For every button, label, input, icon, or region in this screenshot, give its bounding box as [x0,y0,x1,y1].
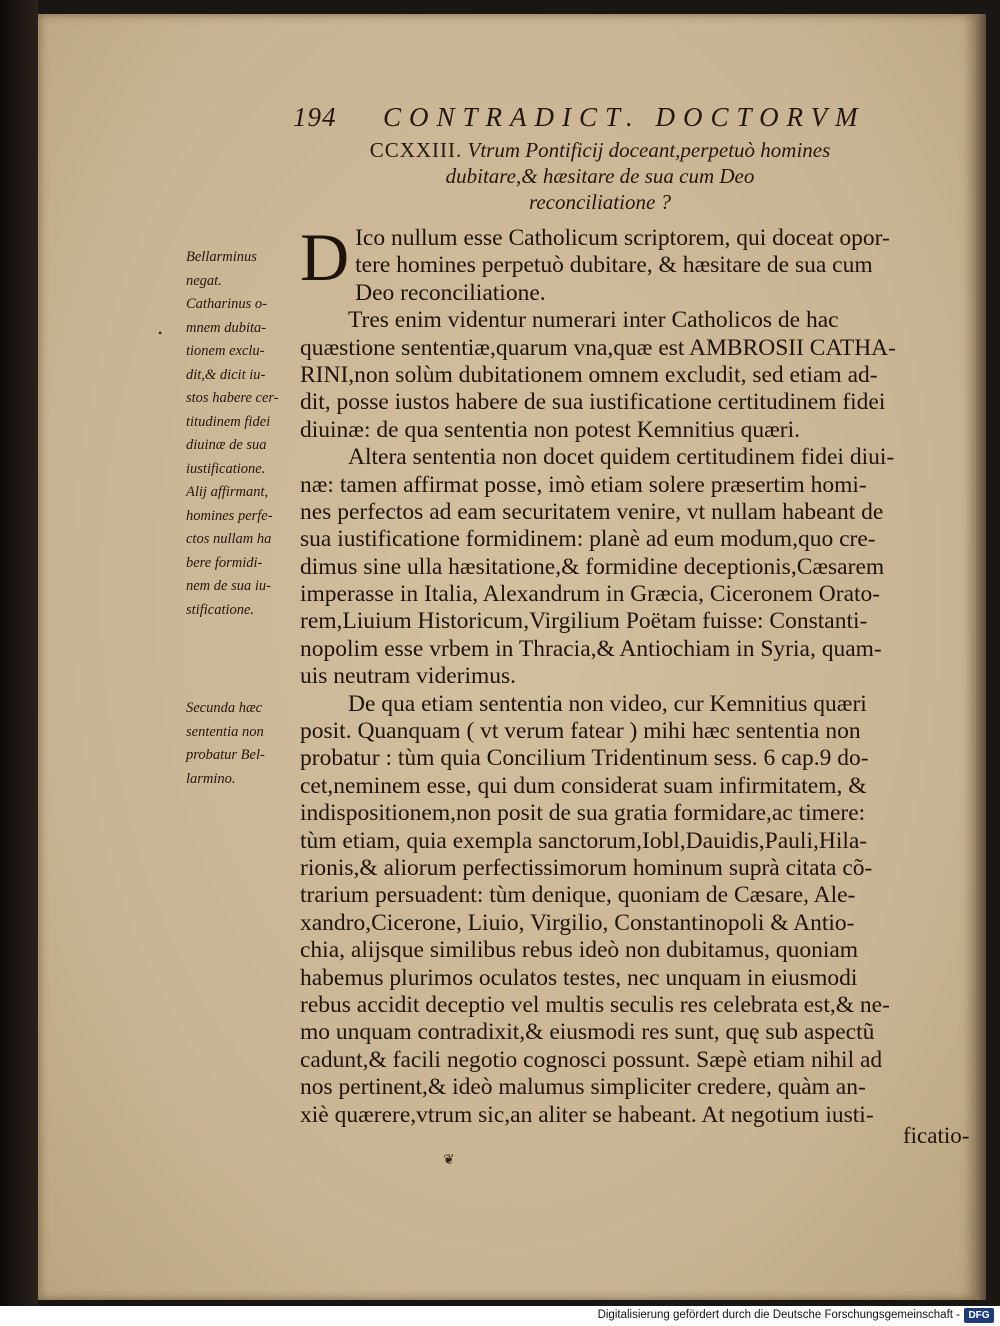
text-line: xiè quærere,vtrum sic,an aliter se habeant. At negotium iusti- [300,1101,874,1128]
text-line: RINI,non solùm dubitationem omnem excludit, sed etiam ad- [300,361,878,388]
text-line: posit. Quanquam ( vt verum fatear ) mihi hæc sententia non [300,718,861,745]
drop-cap: D [300,219,350,295]
text-line: Altera sententia non docet quidem certitudinem fidei diui- [348,444,895,471]
marginal-line: iustificatione. [186,460,266,477]
page-number: 194 [293,102,337,132]
marginal-line: Alij affirmant, [186,484,269,500]
text-line: mo unquam contradixit,& eiusmodi res sunt, quę sub aspectũ [300,1019,875,1046]
text-line: rionis,& aliorum perfectissimorum hominum suprà citata cõ- [300,854,873,881]
heading-text-1: Vtrum Pontificij doceant,perpetuò homines [467,138,831,162]
marginal-line: titudinem fidei [186,413,271,430]
footer-credit: Digitalisierung gefördert durch die Deutsche Forschungsgemeinschaft - [597,1309,960,1321]
marginal-line: Secunda hæc [186,700,263,716]
text-line: dit, posse iustos habere de sua iustificatione certitudinem fidei [300,389,886,416]
running-title: CONTRADICT. DOCTORVM [383,102,866,132]
text-line: quæstione sententiæ,quarum vna,quæ est AMBROSII CATHA- [300,334,896,361]
text-line: xandro,Cicerone, Liuio, Virgilio, Constantinopoli & Antio- [300,909,855,936]
text-line: rem,Liuium Historicum,Virgilium Poëtam fuisse: Constanti- [300,608,868,635]
marginal-line: bere formidi- [186,554,263,571]
marginal-line: stificatione. [186,601,255,618]
page-edge [976,14,986,1300]
text-line: uis neutram viderimus. [300,663,517,690]
marginal-line: homines perfe- [186,507,273,524]
marginal-line: stos habere cer- [186,390,279,406]
text-line: sua iustificatione formidinem: planè ad eum modum,quo cre- [300,526,876,553]
marginal-line: Bellarminus [186,249,257,265]
text-line: imperasse in Italia, Alexandrum in Græcia, Ciceronem Orato- [300,581,881,608]
text-line: nopolim esse vrbem in Thracia,& Antiochiam in Syria, quam- [300,635,882,662]
heading-line-1 [300,137,900,163]
marginal-line: ctos nullam ha [186,531,272,547]
ink-dot: • [158,326,163,340]
text-line: probatur : tùm quia Concilium Tridentinum sess. 6 cap.9 do- [300,745,869,772]
digitization-footer [0,1306,1000,1326]
text-line: Ico nullum esse Catholicum scriptorem, qui doceat opor- [355,225,890,251]
text-line: nes perfectos ad eam securitatem venire, vt nullam habeant de [300,498,884,525]
text-line: næ: tamen affirmat posse, imò etiam solere præsertim homi- [300,471,867,498]
text-line: habemus plurimos oculatos testes, nec unquam in eiusmodi [300,964,858,991]
marginal-line: sententia non [186,723,264,740]
chapter-heading [300,137,900,215]
text-line: rebus accidit deceptio vel multis seculis res celebrata est,& ne- [300,991,890,1018]
text-line: nos pertinent,& ideò malumus simpliciter credere, quàm an- [300,1074,866,1101]
heading-line-3: reconciliatione ? [528,190,672,214]
marginal-line: mnem dubita- [186,319,267,336]
marginal-line: negat. [186,272,222,289]
marginal-line: larmino. [186,770,236,787]
scan-left-shadow [0,0,38,1306]
ink-smudge: ❦ [443,1153,455,1168]
marginal-line: dit,& dicit iu- [186,366,266,383]
text-line: De qua etiam sententia non video, cur Kemnitius quæri [348,690,867,717]
text-line: chia, alijsque similibus rebus ideò non dubitamus, quoniam [300,937,859,964]
catchword: ficatio- [903,1123,970,1148]
marginal-note-1 [186,246,291,622]
body-text [300,219,960,1129]
marginal-note-2 [186,697,291,791]
marginal-line: tionem exclu- [186,343,265,359]
dfg-logo: DFG [964,1308,994,1323]
text-line: diuinæ: de qua sententia non potest Kemnitius quæri. [300,416,800,443]
marginal-line: diuinæ de sua [186,437,267,453]
text-line: tere homines perpetuò dubitare, & hæsitare de sua cum [355,252,873,279]
heading-line-2: dubitare,& hæsitare de sua cum Deo [445,164,755,188]
text-line: cadunt,& facili negotio cognosci possunt. Sæpè etiam nihil ad [300,1046,883,1073]
text-line: indispositionem,non posit de sua gratia formidare,ac timere: [300,800,866,827]
running-header [293,100,903,134]
marginal-line: Catharinus o- [186,296,267,312]
heading-number: CCXXIII. [369,138,463,162]
text-line: cet,neminem esse, qui dum considerat suam infirmitatem, & [300,772,867,799]
text-line: Tres enim videntur numerari inter Catholicos de hac [348,307,839,334]
text-line: trarium persuadent: tùm denique, quoniam de Cæsare, Ale- [300,882,856,909]
text-line: Deo reconciliatione. [355,279,546,306]
marginal-line: nem de sua iu- [186,578,271,594]
text-line: dimus sine ulla hæsitatione,& formidine deceptionis,Cæsarem [300,553,885,580]
text-line: tùm etiam, quia exempla sanctorum,Iobl,Dauidis,Pauli,Hila- [300,827,868,854]
marginal-line: probatur Bel- [186,747,265,763]
